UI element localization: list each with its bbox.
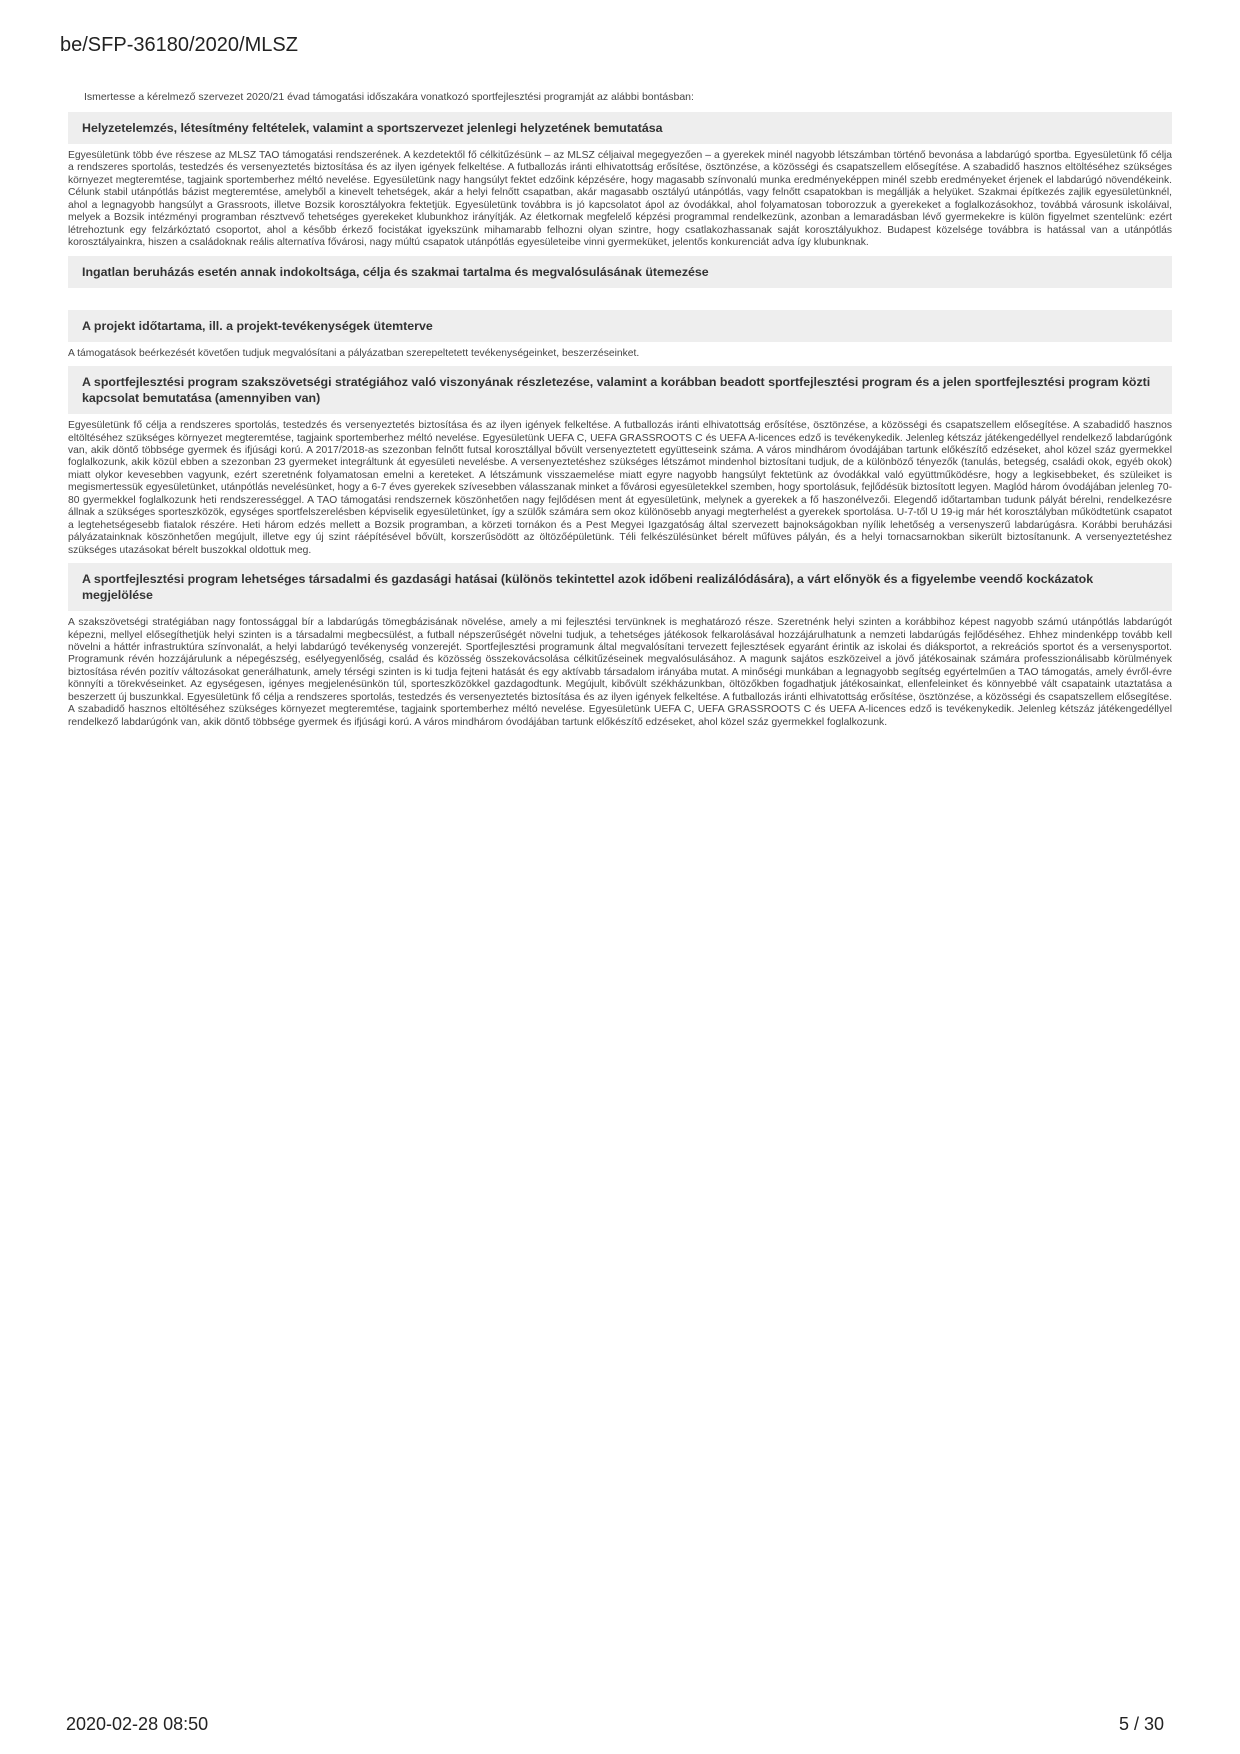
document-content [68,90,1172,735]
section-heading-strategy: A sportfejlesztési program szakszövetségi stratégiához való viszonyának részletezése, valamint a korábban beadott sportfejlesztési program és a jelen sportfejlesztési program közti kapcsolat bemutatása (amennyiben van) [68,366,1172,414]
section-heading-real-estate: Ingatlan beruházás esetén annak indokoltsága, célja és szakmai tartalma és megvalósulásának ütemezése [68,256,1172,288]
page-number: 5 / 30 [1118,1714,1164,1734]
section-heading-impact: A sportfejlesztési program lehetséges társadalmi és gazdasági hatásai (különös tekintettel azok időbeni realizálódására), a várt előnyök és a figyelembe veendő kockázatok megjelölése [68,563,1172,611]
section-heading-situation: Helyzetelemzés, létesítmény feltételek, valamint a sportszervezet jelenlegi helyzetének bemutatása [68,112,1172,144]
intro-text: Ismertesse a kérelmező szervezet 2020/21 évad támogatási időszakára vonatkozó sportfejlesztési programját az alábbi bontásban: [84,91,694,103]
section-body-strategy: Egyesületünk fő célja a rendszeres sportolás, testedzés és versenyeztetés biztosítása és az ilyen igények felkeltése. A futballozás iránti elhivatottság erősítése, ösztönzése, a közösségi és csapatszellem elősegítése. A szabadidő hasznos eltöltéséhez szükséges környezet megteremtése, tagjaink sportemberhez méltó nevelése. Egyesületünk UEFA C, UEFA GRASSROOTS C és UEFA A-licences edző is tevékenykedik. Jelenleg kétszáz játékengedéllyel rendelkező labdarúgónk van, akik döntő többsége gyermek és ifjúsági korú. A 2017/2018-as szezonban felnőtt futsal korosztállyal bővült versenyeztetett együtteseink száma. A város mindhárom óvodájában tartunk előkészítő edzéseket, ahol közel száz gyermekkel foglalkozunk, akik közül ebben a szezonban 23 gyermeket integráltunk át egyesületi nevelésbe. A versenyeztetéshez szükséges létszámot mindenhol biztosítani tudjuk, de a különböző tényezők (tanulás, betegség, családi okok, egyéb okok) miatt olykor kevesebben vagyunk, ezért szeretnénk folyamatosan emelni a kereteket. A létszámunk visszaemelése miatt egyre nagyobb hangsúlyt fektetünk az óvodákkal való együttműködésre, hogy a legkisebbeket, és szüleiket is megismertessük egyesületünket, utánpótlás nevelésünket, hogy a 6-7 éves gyerekek szívesebben válasszanak minket a fővárosi egyesületekkel szemben, hogy sportolásuk, fejlődésük biztosított legyen. Maglód három óvodájában jelenleg 70-80 gyermekkel foglalkozunk heti rendszerességgel. A TAO támogatási rendszernek köszönhetően nagy fejlődésen ment át egyesületünk, melynek a gyerekek a fő haszonélvezői. Elegendő időtartamban tudunk pályát bérelni, rendelkezésre állnak a szükséges sporteszközök, egységes sportfelszerelésben képviselik egyesületünket, így a szülők számára sem okoz különösebb anyagi megterhelést a gyerekek sportolása. U-7-től U 19-ig már hét korosztályban működtetünk csapatot a legtehetségesebb fiatalok részére. Heti három edzés mellett a Bozsik programban, a körzeti tornákon és a Pest Megyei Igazgatóság által szervezett bajnokságokban nyílik lehetőség a versenyszerű labdarúgásra. Korábbi beruházási pályázatainknak köszönhetően megújult, illetve egy új szint ráépítésével bővült, korszerűsödött az öltözőépületünk. Téli felkészülésünket bérelt műfüves pályán, és a helyi tornacsarnokban sikerült biztosítanunk. A versenyeztetéshez szükséges utazásokat bérelt buszokkal oldottuk meg. [68,420,1172,556]
section-body-timeline: A támogatások beérkezését követően tudjuk megvalósítani a pályázatban szerepeltetett tevékenységeinket, beszerzéseinket. [68,347,640,359]
section-body-impact: A szakszövetségi stratégiában nagy fontossággal bír a labdarúgás tömegbázisának növelése, amely a mi fejlesztési tervünknek is meghatározó része. Szeretnénk helyi szinten a korábbihoz képest nagyobb számú utánpótlás labdarúgót képezni, mellyel elősegíthetjük helyi szinten is a társadalmi megbecsülést, a futball népszerűségét növelni tudjuk, a tehetséges játékosok felkarolásával hozzájárulhatunk a nemzeti labdarúgás fejlődéséhez. Ehhez mindenképp tovább kell növelni a háttér infrastruktúra színvonalát, a helyi labdarúgó tevékenység vonzerejét. Sportfejlesztési programunk által megvalósítani tervezett fejlesztések egyaránt érintik az iskolai és diáksportot, a rekreációs sportot és a versenysportot. Programunk révén hozzájárulunk a népegészség, esélyegyenlőség, család és közösség összekovácsolása célkitűzéseinek megvalósulásához. A magunk sajátos eszközeivel a jövő játékosainak számára professzionálisabb körülmények biztosítása révén pozitív változásokat generálhatunk, amely térségi szinten is ki tudja fejteni hatását és egy aktívabb társadalom irányába mutat. A minőségi munkában a legnagyobb segítség egyértelműen a TAO támogatás, amely évről-évre könnyíti a törekvéseinket. Az egységesen, igényes megjelenésünkön túl, sporteszközökkel gazdagodtunk. Megújult, kibővült székházunkban, öltözőkben fogadhatjuk játékosainkat, ellenfeleinket és könnyebbé vált csapataink utaztatása a beszerzett új buszunkkal. Egyesületünk fő célja a rendszeres sportolás, testedzés és versenyeztetés biztosítása és az ilyen igények felkeltése. A futballozás iránti elhivatottság erősítése, ösztönzése, a közösségi és csapatszellem elősegítése. A szabadidő hasznos eltöltéséhez szükséges környezet megteremtése, tagjaink sportemberhez méltó nevelése. Egyesületünk UEFA C, UEFA GRASSROOTS C és UEFA A-licences edző is tevékenykedik. Jelenleg kétszáz játékengedéllyel rendelkező labdarúgónk van, akik döntő többsége gyermek és ifjúsági korú. A város mindhárom óvodájában tartunk előkészítő edzéseket, ahol közel száz gyermekkel foglalkozunk. [68,617,1172,728]
section-body-situation: Egyesületünk több éve részese az MLSZ TAO támogatási rendszerének. A kezdetektől fő célkitűzésünk – az MLSZ céljaival megegyezően – a gyerekek minél nagyobb létszámban történő bevonása a labdarúgó sportba. Egyesületünk fő célja a rendszeres sportolás, testedzés és versenyeztetés biztosítása és az ilyen igények felkeltése. A futballozás iránti elhivatottság erősítése, ösztönzése, a közösségi és csapatszellem elősegítése. A szabadidő hasznos eltöltéséhez szükséges környezet megteremtése, tagjaink sportemberhez méltó nevelése. Egyesületünk nagy hangsúlyt fektet edzőink képzésére, hogy magasabb színvonalú munka eredményeképpen minél szebb eredményeket érjenek el labdarúgó növendékeink. Célunk stabil utánpótlás bázist megteremtése, amelyből a kinevelt tehetségek, akár a helyi felnőtt csapatban, akár magasabb osztályú utánpótlás, vagy felnőtt csapatokban is megállják a helyüket. Szakmai építkezés zajlik egyesületünknél, ahol a legnagyobb hangsúlyt a Grassroots, illetve Bozsik korosztályokra fektetjük. Egyesületünk továbbra is jó kapcsolatot ápol az óvodákkal, ahol folyamatosan toborozzuk a gyerekeket a foglalkozásokhoz, továbbá városunk iskoláival, melyek a Bozsik intézményi programban résztvevő tehetséges gyerekeket klubunkhoz irányítják. Az életkornak megfelelő képzési programmal rendelkezünk, azonban a lemaradásban lévő gyermekekre is külön figyelmet szentelünk: ezért létrehoztunk egy felzárkóztató csoportot, ahol a később érkező focistákat igyekszünk mihamarabb felhozni olyan szintre, hogy csatlakozhassanak saját korosztályukhoz. Budapest közelsége továbbra is hatással van a utánpótlás korosztályainkra, hiszen a családoknak reális alternatíva fővárosi, nagy múltú csapatok utánpótlás egyesületeibe vinni gyermeküket, jelentős konkurenciát adva így klubunknak. [68,150,1172,249]
footer-timestamp: 2020-02-28 08:50 [66,1714,209,1734]
document-id: be/SFP-36180/2020/MLSZ [60,34,298,56]
section-body-real-estate [68,288,1172,310]
section-heading-timeline: A projekt időtartama, ill. a projekt-tevékenységek ütemterve [68,310,1172,342]
